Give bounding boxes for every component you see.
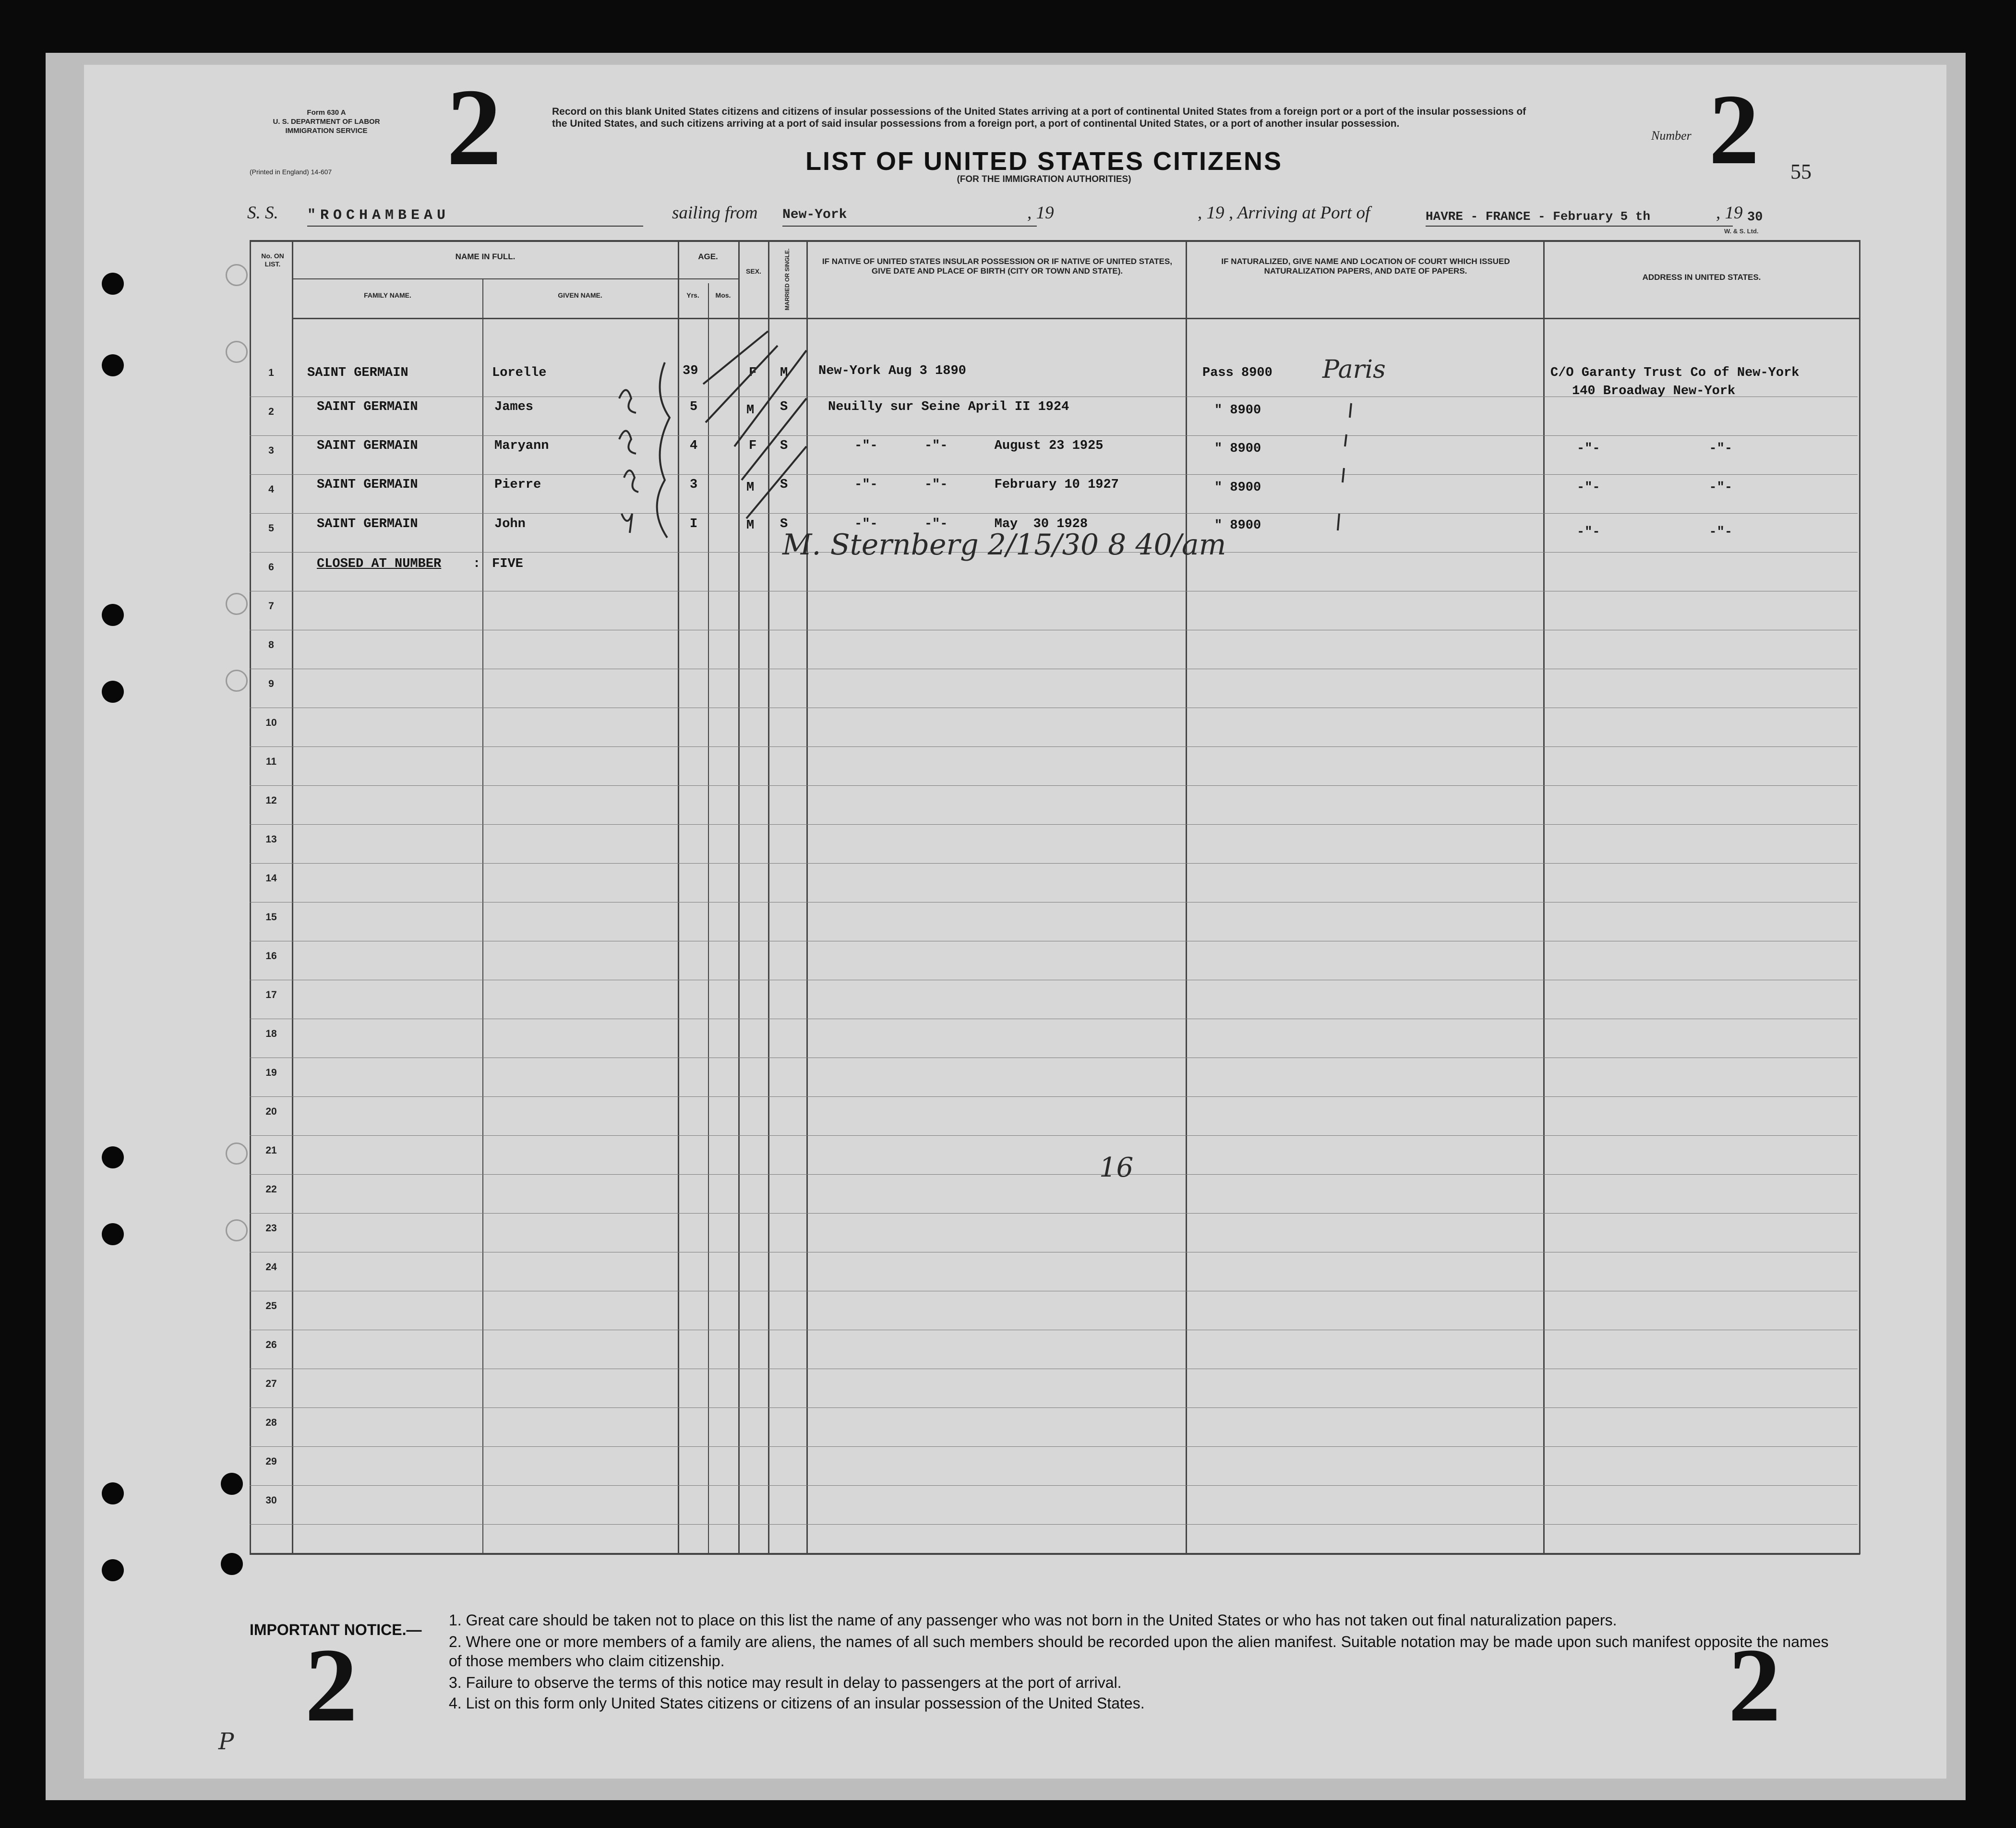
entry-5-sex: M: [746, 518, 755, 533]
row-number: 23: [265, 1223, 277, 1234]
entry-2-married: S: [780, 400, 788, 414]
row-number: 10: [265, 717, 277, 728]
header-family-name: FAMILY NAME.: [364, 291, 411, 299]
punch-ring-4: [226, 670, 248, 692]
handwritten-p-mark: P: [218, 1728, 234, 1755]
arriving-label: , Arriving at Port of: [1229, 203, 1370, 223]
entry-5-married: S: [780, 517, 788, 531]
header-married: MARRIED OR SINGLE.: [784, 248, 791, 311]
row-number: 30: [265, 1495, 277, 1506]
row-number: 18: [265, 1028, 277, 1039]
entry-1-naturalized: Pass 8900: [1202, 366, 1272, 380]
entry-3-married: S: [780, 439, 788, 453]
row-number: 5: [268, 523, 274, 534]
handwritten-sixteen: 16: [1099, 1152, 1134, 1183]
ss-label: S. S.: [247, 203, 278, 223]
row-number: 14: [265, 873, 277, 884]
entry-1-sex: F: [749, 366, 757, 380]
year-prefix: , 19: [1716, 203, 1743, 223]
big-number-bottom-right: 2: [1728, 1626, 1781, 1744]
entry-4-address: -"- -"-: [1577, 481, 1733, 495]
row-number: 15: [265, 912, 277, 923]
row-number: 8: [268, 639, 274, 650]
entry-5-family: SAINT GERMAIN: [317, 517, 418, 531]
row-number: 22: [265, 1184, 277, 1195]
number-label: Number: [1651, 129, 1692, 143]
notice-item-1: 1. Great care should be taken not to place on this list the name of any passenger who was not born in the United States or who has not taken out final naturalization papers.: [449, 1612, 1617, 1629]
punch-ring-2: [226, 341, 248, 363]
punch-hole-8: [102, 1559, 124, 1581]
entry-4-naturalized: " 8900: [1214, 481, 1261, 495]
printed-note: (Printed in England) 14-607: [250, 168, 332, 176]
entry-5-birth: -"- -"- May 30 1928: [854, 517, 1088, 531]
notice-item-2: 2. Where one or more members of a family are aliens, the names of all such members should be recorded upon the alien manifest. Suitable notation may be made upon such manifest opposite the names of those members who claim citizenship.: [449, 1633, 1829, 1670]
row-number: 11: [265, 756, 277, 767]
punch-ring-6: [226, 1219, 248, 1241]
tick-paris-3: [1343, 468, 1344, 482]
row-number: 7: [268, 601, 274, 612]
closed-sep: :: [473, 557, 481, 571]
entry-3-yrs: 4: [690, 439, 698, 453]
header-no: No. ON LIST.: [261, 252, 284, 268]
row-number: 25: [265, 1300, 277, 1311]
form-id: Form 630 A: [307, 108, 346, 117]
header-given-name: GIVEN NAME.: [558, 291, 602, 299]
punch-ring-5: [226, 1142, 248, 1165]
header-mos: Mos.: [715, 291, 731, 299]
notice-heading: IMPORTANT NOTICE.—: [250, 1621, 422, 1638]
entry-3-sex: F: [749, 439, 757, 453]
printer-mark: W. & S. Ltd.: [1724, 228, 1759, 235]
entry-1-birth: New-York Aug 3 1890: [818, 364, 966, 378]
instructions: Record on this blank United States citizens and citizens of insular possessions of the United States arriving at a port of continental United States from a foreign port or a port of the insular possessions of the United States, and such citizens arriving at a port of said insular possessions from a foreign port, a port of continental United States, or a port of another insular possession.: [552, 106, 1526, 129]
entry-3-address: -"- -"-: [1577, 442, 1733, 456]
punch-hole-9: [221, 1473, 243, 1495]
year-value: 30: [1747, 210, 1763, 225]
entry-1-family: SAINT GERMAIN: [307, 366, 408, 380]
punch-hole-6: [102, 1223, 124, 1245]
arrival-port: HAVRE - FRANCE - February 5 th: [1426, 209, 1651, 224]
punch-hole-5: [102, 1146, 124, 1168]
row-number: 13: [265, 834, 277, 845]
page-title: LIST OF UNITED STATES CITIZENS: [805, 147, 1283, 176]
entry-1-given: Lorelle: [492, 366, 547, 380]
big-number-top-left: 2: [446, 66, 502, 188]
entry-4-birth: -"- -"- February 10 1927: [854, 478, 1119, 492]
entry-2-address: 140 Broadway New-York: [1572, 384, 1736, 398]
check-mark-1: [619, 390, 636, 413]
header-age: AGE.: [698, 252, 718, 261]
punch-hole-10: [221, 1553, 243, 1575]
page-number: 55: [1790, 160, 1812, 183]
entry-2-birth: Neuilly sur Seine April II 1924: [828, 400, 1069, 414]
closed-value: FIVE: [492, 557, 523, 571]
punch-ring-3: [226, 593, 248, 615]
header-naturalized: IF NATURALIZED, GIVE NAME AND LOCATION OF COURT WHICH ISSUED NATURALIZATION PAPERS, AND DATE OF PAPERS.: [1221, 257, 1510, 276]
punch-hole-1: [102, 273, 124, 295]
entry-2-naturalized: " 8900: [1214, 403, 1261, 418]
entry-4-family: SAINT GERMAIN: [317, 478, 418, 492]
entry-1-address: C/O Garanty Trust Co of New-York: [1550, 366, 1800, 380]
row-number: 19: [265, 1067, 277, 1078]
punch-hole-7: [102, 1482, 124, 1504]
entry-3-family: SAINT GERMAIN: [317, 439, 418, 453]
entry-2-family: SAINT GERMAIN: [317, 400, 418, 414]
check-mark-3: [624, 470, 638, 492]
entry-3-naturalized: " 8900: [1214, 442, 1261, 456]
row-number: 1: [268, 367, 274, 378]
row-number: 12: [265, 795, 277, 806]
bracket-mark: [657, 362, 670, 538]
row-number: 26: [265, 1339, 277, 1350]
tick-paris-2: [1345, 434, 1346, 446]
entry-1-married: M: [780, 366, 788, 380]
header-address: ADDRESS IN UNITED STATES.: [1642, 273, 1761, 282]
sailing-from: New-York: [782, 207, 847, 222]
notice-item-3: 3. Failure to observe the terms of this notice may result in delay to passengers at the port of arrival.: [449, 1674, 1122, 1691]
tick-mark-4: [742, 398, 806, 480]
check-mark-4: [622, 514, 632, 533]
entry-2-sex: M: [746, 403, 755, 418]
entry-5-address: -"- -"-: [1577, 525, 1733, 540]
row-number: 29: [265, 1456, 277, 1467]
tick-mark-1: [703, 331, 768, 384]
entry-5-given: John: [494, 517, 526, 531]
tick-paris-4: [1338, 514, 1339, 530]
entry-4-married: S: [780, 478, 788, 492]
row-number: 28: [265, 1417, 277, 1428]
notice-item-4: 4. List on this form only United States citizens or citizens of an insular possession of the United States.: [449, 1695, 1145, 1712]
page-subtitle: (FOR THE IMMIGRATION AUTHORITIES): [957, 174, 1131, 184]
punch-hole-3: [102, 604, 124, 626]
check-mark-2: [619, 431, 636, 454]
row-number: 4: [268, 484, 274, 495]
tick-mark-2: [706, 346, 778, 422]
big-number-top-right: 2: [1709, 74, 1759, 185]
header-yrs: Yrs.: [686, 291, 699, 299]
sailing-label: sailing from: [672, 203, 758, 223]
year-label-2: , 19: [1198, 203, 1224, 223]
row-number: 20: [265, 1106, 277, 1117]
header-birth: IF NATIVE OF UNITED STATES INSULAR POSSESSION OR IF NATIVE OF UNITED STATES, GIVE DATE AND PLACE OF BIRTH (CITY OR TOWN AND STATE).: [822, 257, 1173, 276]
handwritten-paris: Paris: [1322, 355, 1386, 384]
row-number: 6: [268, 562, 274, 573]
tick-mark-5: [746, 446, 806, 518]
service: IMMIGRATION SERVICE: [285, 127, 368, 135]
entry-5-yrs: I: [690, 517, 698, 531]
tick-paris-1: [1350, 403, 1351, 418]
punch-hole-2: [102, 354, 124, 376]
punch-ring-1: [226, 264, 248, 286]
entry-4-given: Pierre: [494, 478, 541, 492]
row-number: 17: [265, 989, 277, 1000]
department: U. S. DEPARTMENT OF LABOR: [273, 118, 380, 126]
entry-1-yrs: 39: [683, 364, 698, 378]
entry-3-given: Maryann: [494, 439, 549, 453]
entry-2-given: James: [494, 400, 534, 414]
closed-label: CLOSED AT NUMBER: [317, 557, 442, 571]
entry-4-yrs: 3: [690, 478, 698, 492]
header-sex: SEX.: [746, 267, 761, 275]
big-number-bottom-left: 2: [305, 1626, 358, 1744]
row-number: 24: [265, 1262, 277, 1273]
entry-3-birth: -"- -"- August 23 1925: [854, 439, 1104, 453]
row-number: 2: [268, 406, 274, 417]
header-name-in-full: NAME IN FULL.: [455, 252, 516, 261]
year-label: , 19: [1027, 203, 1054, 223]
row-number: 9: [268, 678, 274, 689]
entry-4-sex: M: [746, 481, 755, 495]
entry-5-naturalized: " 8900: [1214, 518, 1261, 533]
row-number: 16: [265, 950, 277, 962]
handwritten-signature: M. Sternberg 2/15/30 8 40/am: [782, 528, 1226, 562]
tick-mark-3: [734, 350, 806, 446]
row-number: 21: [265, 1145, 277, 1156]
row-number: 27: [265, 1378, 277, 1389]
row-number: 3: [268, 445, 274, 456]
punch-hole-4: [102, 681, 124, 703]
ship-name: "ROCHAMBEAU: [307, 207, 450, 224]
entry-2-yrs: 5: [690, 400, 698, 414]
